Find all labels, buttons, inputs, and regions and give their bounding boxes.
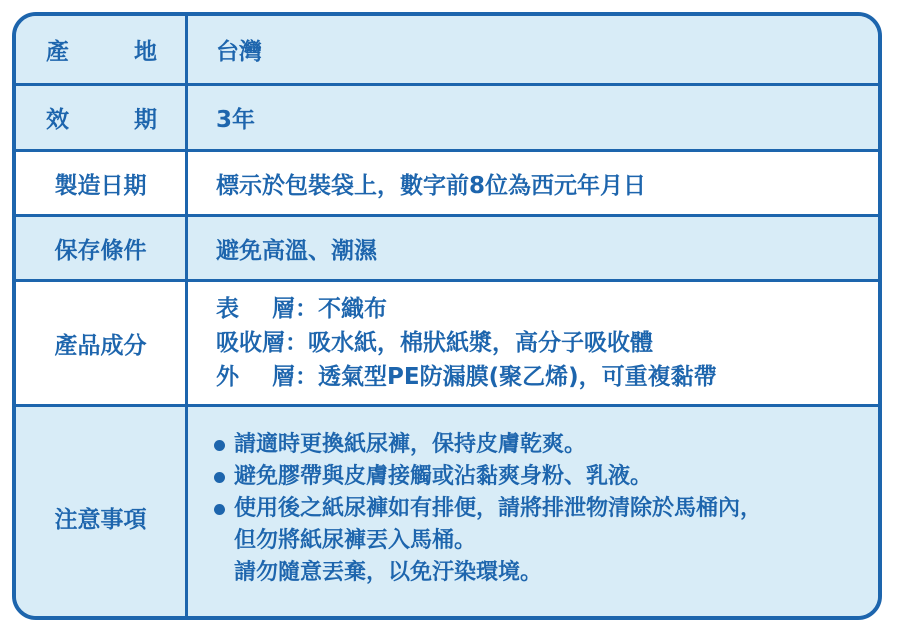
origin-value: 台灣	[216, 39, 262, 65]
mfg-date-value: 標示於包裝袋上，數字前8位為西元年月日	[216, 172, 647, 199]
expiry-value: 3年	[216, 107, 256, 133]
origin-label	[16, 16, 185, 83]
ingredient-sep: ：	[295, 364, 318, 390]
row-ingredients	[16, 282, 878, 404]
storage-label: 保存條件	[54, 237, 147, 264]
bullet-icon	[214, 504, 225, 515]
ingredient-sep: ：	[285, 330, 308, 356]
product-info-table	[12, 12, 882, 620]
bullet-icon	[214, 472, 225, 483]
row-expiry	[16, 86, 878, 149]
ingredient-line-absorbent	[216, 327, 717, 359]
expiry-label-char-2: 期	[134, 107, 157, 133]
column-divider	[185, 16, 188, 616]
ingredient-key-char: 外	[216, 364, 239, 390]
ingredient-key-char: 層	[272, 296, 295, 322]
ingredient-key-char: 表	[216, 296, 239, 322]
notes-label: 注意事項	[54, 506, 147, 533]
ingredient-text: 透氣型PE防漏膜(聚乙烯)，可重複黏帶	[318, 364, 717, 390]
row-storage	[16, 217, 878, 279]
list-item	[214, 461, 762, 493]
ingredient-line-surface	[216, 293, 717, 325]
notes-list	[214, 429, 762, 589]
row-mfg-date	[16, 152, 878, 214]
row-origin	[16, 16, 878, 83]
list-item	[214, 493, 762, 525]
ingredient-text: 不織布	[318, 296, 387, 322]
ingredient-key-char: 層	[272, 364, 295, 390]
origin-label-char-1: 產	[46, 39, 69, 65]
expiry-label	[16, 86, 185, 149]
ingredient-key: 吸收層	[216, 330, 285, 356]
ingredient-line-outer	[216, 361, 717, 393]
ingredients-label: 產品成分	[54, 332, 147, 359]
mfg-date-label: 製造日期	[54, 172, 147, 199]
note-text: 使用後之紙尿褲如有排便，請將排泄物清除於馬桶內，	[234, 496, 763, 521]
origin-label-char-2: 地	[134, 39, 157, 65]
ingredient-text: 吸水紙，棉狀紙漿，高分子吸收體	[308, 330, 653, 356]
note-text: 請適時更換紙尿褲，保持皮膚乾爽。	[234, 432, 587, 457]
row-notes	[16, 407, 878, 620]
note-continuation: 請勿隨意丟棄，以免汙染環境。	[234, 560, 543, 585]
bullet-icon	[214, 440, 225, 451]
expiry-label-char-1: 效	[46, 107, 69, 133]
ingredient-sep: ：	[295, 296, 318, 322]
ingredients-value	[216, 282, 868, 404]
list-item	[214, 429, 762, 461]
note-continuation: 但勿將紙尿褲丟入馬桶。	[234, 528, 477, 553]
note-text: 避免膠帶與皮膚接觸或沾黏爽身粉、乳液。	[234, 464, 653, 489]
storage-value: 避免高溫、潮濕	[216, 237, 377, 264]
